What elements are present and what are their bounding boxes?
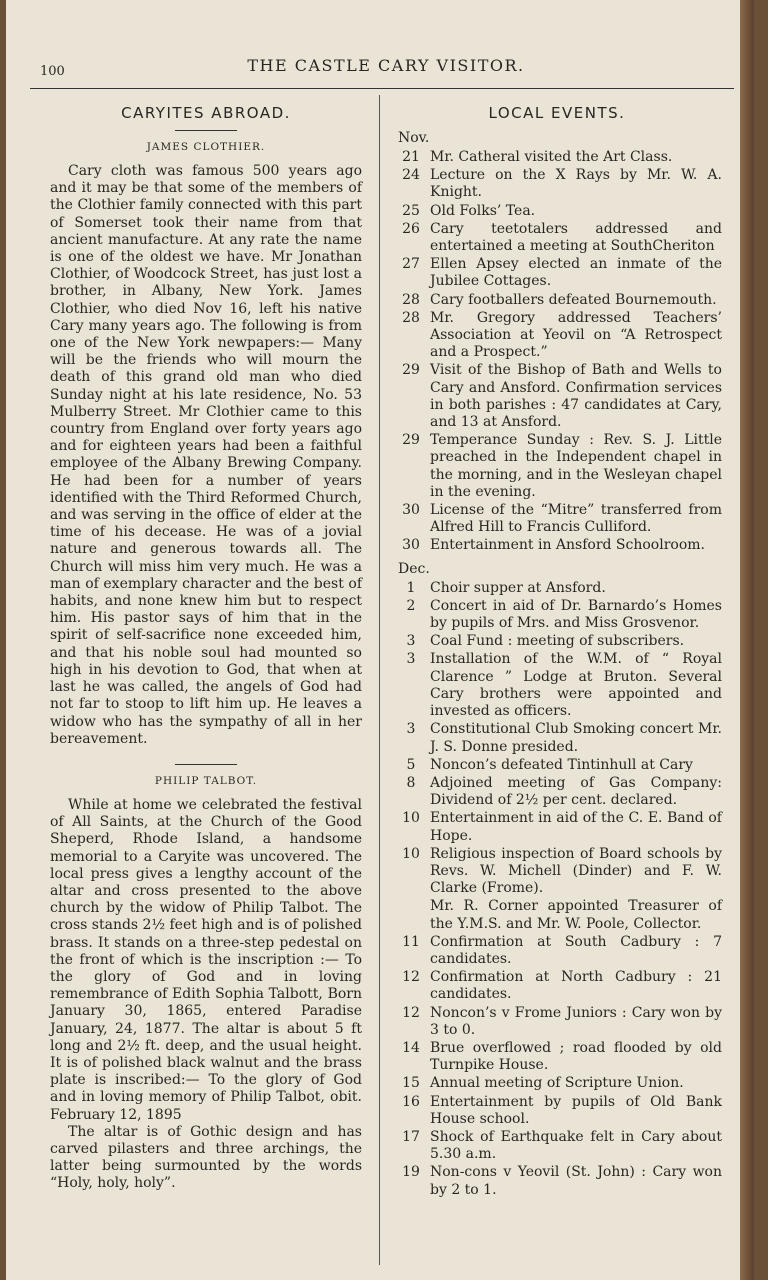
event-text: Confirmation at South Cadbury : 7 candidates. [430,933,722,967]
event-day: 14 [402,1039,420,1056]
event-item [392,167,722,201]
event-text: Noncon’s defeated Tintinhull at Cary [430,756,693,773]
event-day: 28 [402,309,420,326]
event-text: Mr. Gregory addressed Teachers’ Association at Yeovil on “A Retrospect and a Prospect.” [430,309,722,361]
event-day: 27 [402,256,420,273]
right-column [392,100,722,1200]
event-text: License of the “Mitre” transferred from Alfred Hill to Francis Culliford. [430,502,722,536]
event-item [392,362,722,431]
event-text: Entertainment in aid of the C. E. Band of Hope. [430,810,722,844]
event-item [392,310,722,362]
event-text: Constitutional Club Smoking concert Mr. J. S. Donne presided. [430,721,722,755]
event-day: 16 [402,1093,420,1110]
event-text: Mr. R. Corner appointed Treasurer of the Y.M.S. and Mr. W. Poole, Collector. [430,898,722,932]
event-item [392,651,722,720]
event-day: 12 [402,1004,420,1021]
event-day: 30 [402,537,420,554]
event-item [392,721,722,755]
event-text: Coal Fund : meeting of subscribers. [430,633,685,650]
event-day: 11 [402,933,420,950]
event-text: Installation of the W.M. of “ Royal Clarence ” Lodge at Bruton. Several Cary brothers were appointed and invested as officers. [430,651,722,720]
event-text: Brue overflowed ; road flooded by old Turnpike House. [430,1039,722,1074]
event-list-dec [392,580,722,1199]
event-item [392,1005,722,1039]
left-column [50,100,362,1193]
event-text: Adjoined meeting of Gas Company: Dividend of 2½ per cent. declared. [430,774,722,809]
subtitle-philip-talbot: PHILIP TALBOT. [154,774,258,787]
column-divider [379,95,380,1265]
event-item [392,502,722,536]
running-head [36,52,736,82]
event-list-nov [392,149,722,555]
event-text: Temperance Sunday : Rev. S. J. Little preached in the Independent chapel in the morning, and in the Wesleyan chapel in the evening. [430,432,722,500]
event-item [392,580,722,597]
event-text: Non-cons v Yeovil (St. John) : Cary won by 2 to 1. [430,1164,722,1198]
event-text: Choir supper at Ansford. [430,579,606,596]
event-day: 30 [402,502,420,519]
event-day: 3 [406,633,416,650]
event-item [392,757,722,774]
event-day: 24 [402,167,420,184]
event-day: 29 [402,362,420,379]
month-label-nov: Nov. [398,130,430,146]
event-day: 10 [402,845,420,862]
event-item [392,775,722,809]
event-item [392,934,722,968]
section-title-caryites-abroad: CARYITES ABROAD. [121,104,291,122]
event-text: Concert in aid of Dr. Barnardo’s Homes by pupils of Mrs. and Miss Grosvenor. [430,597,722,632]
event-item [392,846,722,898]
event-item [392,221,722,255]
event-day: 25 [402,202,420,219]
header-rule [30,88,734,89]
article-rule [175,764,237,765]
event-day: 3 [406,721,416,738]
event-day: 17 [402,1128,420,1145]
event-text: Confirmation at North Cadbury : 21 candidates. [430,969,722,1003]
event-text: Old Folks’ Tea. [430,202,536,219]
event-item [392,898,722,932]
journal-title: THE CASTLE CARY VISITOR. [247,56,525,75]
event-text: Ellen Apsey elected an inmate of the Jubilee Cottages. [430,256,722,290]
event-day: 15 [402,1075,420,1092]
event-item [392,537,722,554]
event-text: Noncon’s v Frome Juniors : Cary won by 3 to 0. [430,1004,722,1038]
section-title-local-events: LOCAL EVENTS. [488,104,626,122]
event-text: Visit of the Bishop of Bath and Wells to Cary and Ansford. Confirmation services in both parishes : 47 candidates at Cary, and 13 at Ansford. [430,362,722,431]
event-text: Annual meeting of Scripture Union. [430,1075,684,1092]
month-label-dec: Dec. [398,560,430,577]
event-day: 28 [402,291,420,308]
event-day [392,898,430,932]
event-text: Religious inspection of Board schools by Revs. W. Michell (Dinder) and F. W. Clarke (Frome). [430,845,722,897]
event-item [392,598,722,632]
event-item [392,1129,722,1163]
page [6,0,754,1280]
article-james-clothier: Cary cloth was famous 500 years ago and it may be that some of the members of the Clothier family connected with this part of Somerset took their name from that ancient manufacture. At any rate the name is one of the oldest we have. Mr Jonathan Clothier, of Woodcock Street, has just lost a brother, in Albany, New York. James Clothier, who died Nov 16, left his native Cary many years ago. The following is from one of the New York newpapers:— Many will be the friends who will mourn the death of this grand old man who died Sunday night at his late residence, No. 53 Mulberry Street. Mr Clothier came to this country from England over forty years ago and for eighteen years had been a faithful employee of the Albany Brewing Company. He had been for a number of years identified with the Third Reformed Church, and was serving in the office of elder at the time of his decease. He was of a jovial nature and generous towards all. The Church will miss him very much. He was a man of exemplary character and the best of habits, and none knew him but to respect him. His pastor says of him that in the spirit of self-sacrifice none exceeded him, and that his noble soul had mounted so high in his devotion to God, that when at last he was called, the angels of God had not far to stoop to lift him up. He leaves a widow who has the sympathy of all in her bereavement. [50,163,362,747]
event-item [392,1075,722,1092]
article-philip-talbot: While at home we celebrated the festival of All Saints, at the Church of the Good Sheperd, Rhode Island, a handsome memorial to a Caryite was uncovered. The local press gives a lengthy account of the altar and cross presented to the above church by the widow of Philip Talbot. The cross stands 2½ feet high and is of polished brass. It stands on a three-step pedestal on the front of which is the inscription :— To the glory of God and in loving remembrance of Edith Sophia Talbott, Born January 30, 1865, entered Paradise January, 24, 1877. The altar is about 5 ft long and 2½ ft. deep, and the usual height. It is of polished black walnut and the brass plate is inscribed:— To the glory of God and in loving memory of Philip Talbot, obit. February 12, 1895 [50,796,362,1123]
event-day: 3 [406,651,416,668]
event-day: 10 [402,810,420,827]
event-item [392,810,722,844]
event-item [392,432,722,501]
event-item [392,203,722,220]
event-text: Shock of Earthquake felt in Cary about 5.30 a.m. [430,1128,722,1163]
event-text: Entertainment by pupils of Old Bank House school. [430,1093,722,1127]
event-day: 19 [402,1164,420,1181]
event-day: 26 [402,220,420,237]
event-text: Cary teetotalers addressed and entertained a meeting at SouthCheriton [430,220,722,255]
page-number: 100 [40,64,65,79]
event-item [392,1040,722,1074]
event-day: 1 [406,579,416,596]
event-day: 12 [402,969,420,986]
section-rule [175,130,237,131]
event-day: 2 [406,597,416,614]
event-day: 21 [402,149,420,165]
event-text: Lecture on the X Rays by Mr. W. A. Knight. [430,167,722,201]
event-day: 29 [402,432,420,449]
subtitle-james-clothier: JAMES CLOTHIER. [146,141,266,153]
event-text: Cary footballers defeated Bournemouth. [430,291,717,308]
event-item [392,1094,722,1128]
event-item [392,256,722,290]
event-item [392,969,722,1003]
event-item [392,149,722,166]
page-edge [740,0,754,1280]
event-text: Entertainment in Ansford Schoolroom. [430,537,705,554]
event-text: Mr. Catheral visited the Art Class. [430,149,673,165]
article-philip-talbot-cont: The altar is of Gothic design and has carved pilasters and three archings, the latter being surmounted by the words “Holy, holy, holy”. [50,1123,362,1192]
event-item [392,1164,722,1198]
event-item [392,292,722,309]
event-day: 8 [406,774,416,791]
event-day: 5 [406,756,416,773]
event-item [392,633,722,650]
